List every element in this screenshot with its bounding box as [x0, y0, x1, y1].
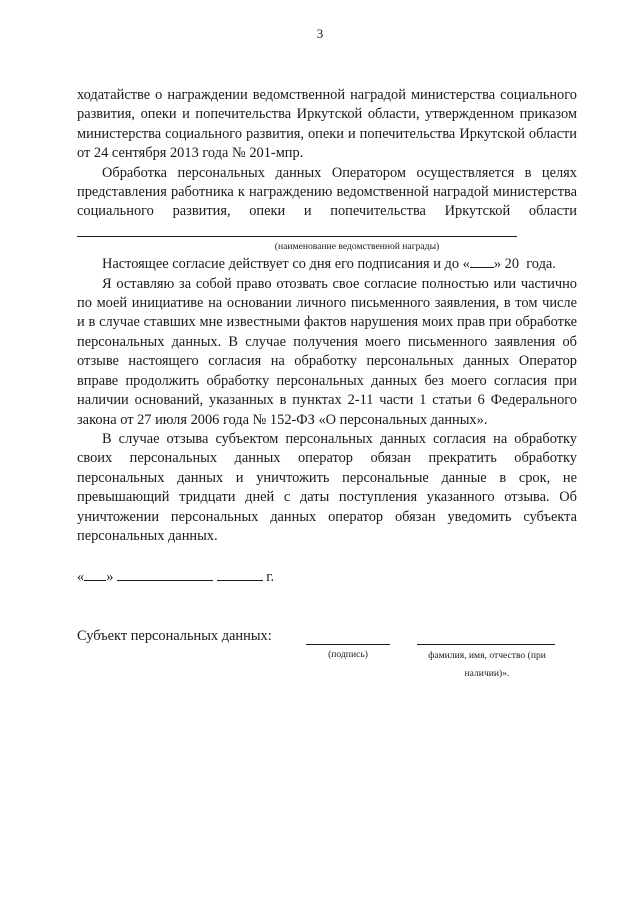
- date-day-field[interactable]: [84, 568, 106, 581]
- processing-purpose-text: Обработка персональных данных Оператором осуществляется в целях представления работника к награждению ведомственной наградой министерства социального развития, опеки и попечительства Иркутской области: [77, 164, 577, 220]
- date-year-suffix: г.: [266, 569, 275, 585]
- page-number: 3: [316, 26, 324, 41]
- full-name-caption: фамилия, имя, отчество (при наличии)».: [428, 650, 546, 679]
- date-year-field[interactable]: [217, 568, 263, 581]
- date-close-quote: »: [106, 569, 114, 585]
- full-name-field[interactable]: [417, 644, 555, 645]
- paragraph-processing-purpose: [77, 164, 577, 244]
- validity-text-start: Настоящее согласие действует со дня его подписания и до «: [102, 256, 470, 273]
- signature-block: [77, 628, 577, 688]
- paragraph-award-petition: ходатайстве о награждении ведомственной наградой министерства социального развития, опеки и попечительства Иркутской области, утвержденном приказом министерства социального развития, опеки и попечительства Иркутской области от 24 сентября 2013 года № 201-мпр.: [77, 87, 577, 162]
- award-name-caption: (наименование ведомственной награды): [274, 241, 440, 253]
- paragraph-validity-period: [77, 255, 577, 274]
- validity-day-field[interactable]: [470, 255, 494, 268]
- award-name-field[interactable]: [77, 222, 517, 237]
- date-month-field[interactable]: [117, 568, 213, 581]
- validity-text-mid: » 20: [493, 256, 520, 273]
- signature-caption: (подпись): [328, 649, 368, 660]
- subject-label: Субъект персональных данных:: [77, 628, 272, 644]
- date-line: [77, 568, 274, 586]
- paragraph-withdrawal-effect: В случае отзыва субъектом персональных данных согласия на обработку своих персональных данных оператор обязан прекратить обработку персональных данных и уничтожить персональные данные в срок, не превышающий тридцати дней с даты поступления указанного отзыва. Об уничтожении персональных данных оператор обязан уведомить субъекта персональных данных.: [77, 430, 577, 544]
- signature-field[interactable]: [306, 644, 390, 645]
- document-body: [77, 86, 577, 546]
- paragraph-withdrawal-right: Я оставляю за собой право отозвать свое согласие полностью или частично по моей инициативе на основании личного письменного заявления, в том числе и в случае ставших мне известными фактов нарушения моих прав при обработке персональных данных. В случае получения моего письменного заявления об отзыве настоящего согласия на обработку персональных данных Оператор вправе продолжить обработку персональных данных без моего согласия при наличии оснований, указанных в пунктах 2-11 части 1 статьи 6 Федерального закона от 27 июля 2006 года № 152-ФЗ «О персональных данных».: [77, 275, 577, 428]
- validity-text-end: года.: [526, 256, 556, 273]
- date-open-quote: «: [77, 569, 85, 585]
